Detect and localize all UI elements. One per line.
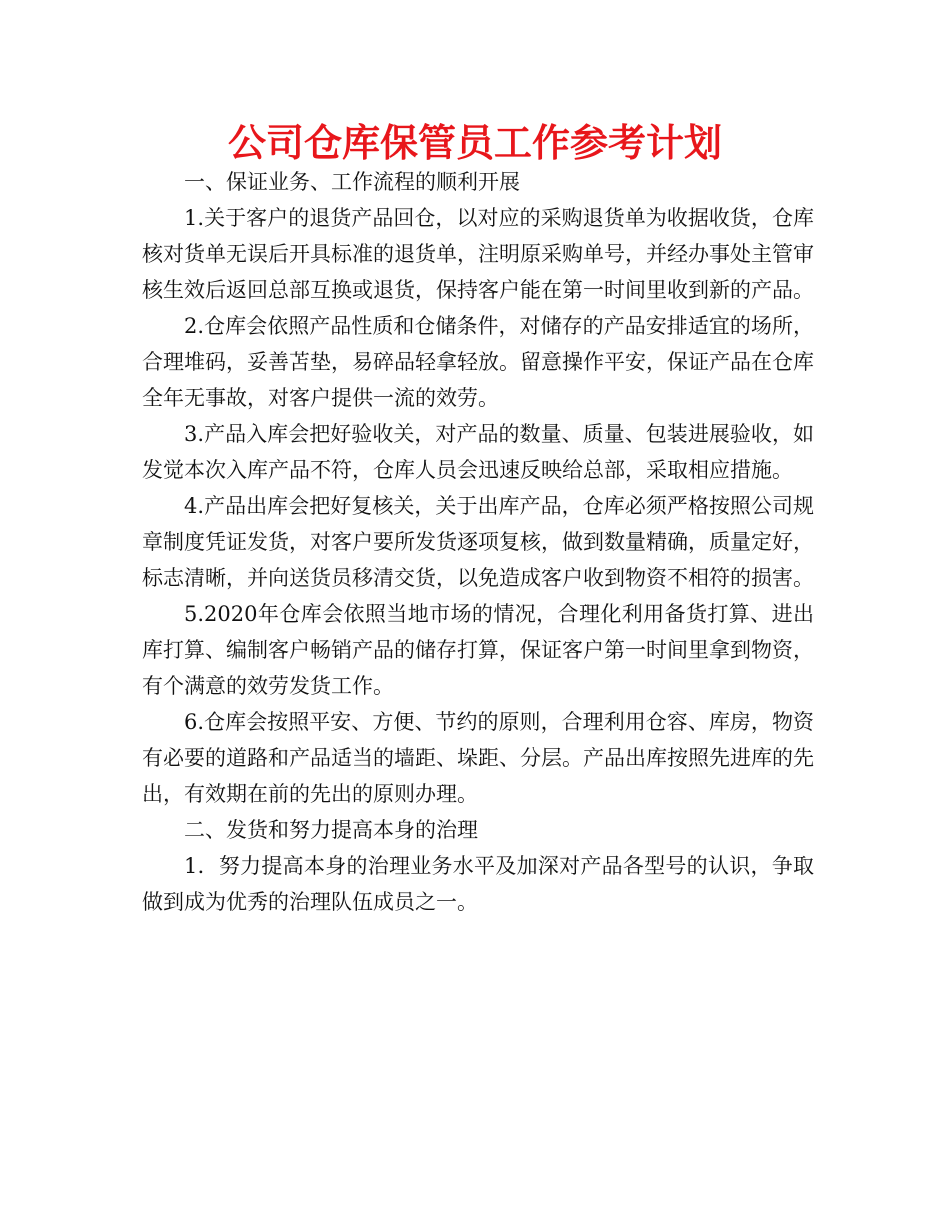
paragraph-item-1: 1.关于客户的退货产品回仓，以对应的采购退货单为收据收货，仓库核对货单无误后开具标准的退货单，注明原采购单号，并经办事处主管审核生效后返回总部互换或退货，保持客户能在第一时间里收到新的产品。: [142, 206, 814, 302]
paragraph-item-7: 1．努力提高本身的治理业务水平及加深对产品各型号的认识，争取做到成为优秀的治理队伍成员之一。: [142, 854, 814, 914]
paragraph-item-4: 4.产品出库会把好复核关，关于出库产品，仓库必须严格按照公司规章制度凭证发货，对客户要所发货逐项复核，做到数量精确，质量定好，标志清晰，并向送货员移清交货，以免造成客户收到物资不相符的损害。: [142, 494, 814, 590]
document-title: 公司仓库保管员工作参考计划: [227, 121, 722, 165]
paragraph-item-6: 6.仓库会按照平安、方便、节约的原则，合理利用仓容、库房，物资有必要的道路和产品适当的墙距、垛距、分层。产品出库按照先进库的先出，有效期在前的先出的原则办理。: [142, 710, 814, 806]
document-body: [142, 164, 814, 920]
section-heading-1: 一、保证业务、工作流程的顺利开展: [184, 170, 520, 194]
paragraph-item-2: 2.仓库会依照产品性质和仓储条件，对储存的产品安排适宜的场所，合理堆码，妥善苫垫，易碎品轻拿轻放。留意操作平安，保证产品在仓库全年无事故，对客户提供一流的效劳。: [142, 314, 814, 410]
paragraph-item-3: 3.产品入库会把好验收关，对产品的数量、质量、包装进展验收，如发觉本次入库产品不符，仓库人员会迅速反映给总部，采取相应措施。: [142, 422, 814, 482]
paragraph-item-5: 5.2020年仓库会依照当地市场的情况，合理化利用备货打算、进出库打算、编制客户畅销产品的储存打算，保证客户第一时间里拿到物资，有个满意的效劳发货工作。: [142, 602, 814, 698]
section-heading-2: 二、发货和努力提高本身的治理: [184, 818, 478, 842]
